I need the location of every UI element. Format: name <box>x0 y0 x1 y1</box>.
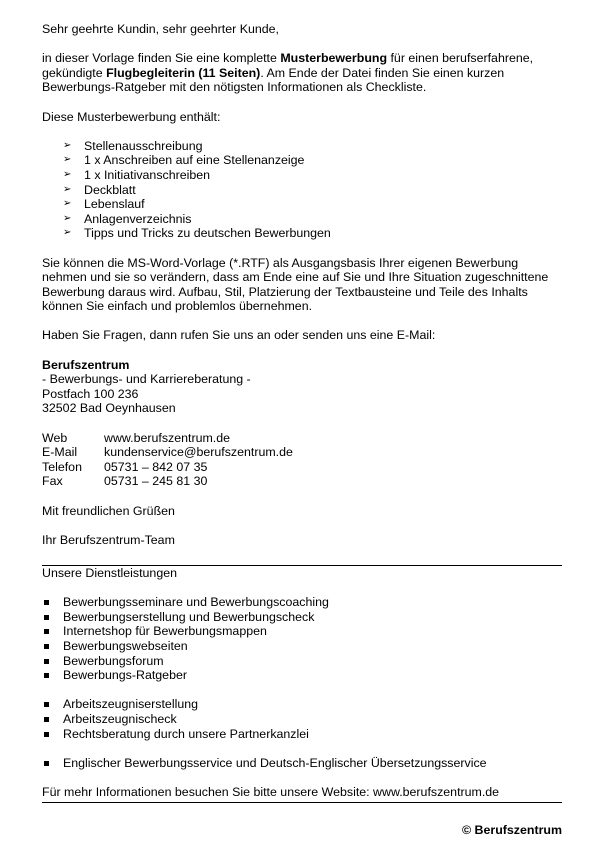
list-item: Bewerbungswebseiten <box>42 639 562 654</box>
list-item: ➢ Lebenslauf <box>63 197 145 212</box>
list-item: ➢ Deckblatt <box>63 182 136 197</box>
po-box: Postfach 100 236 <box>42 386 139 401</box>
questions-text: Haben Sie Fragen, dann rufen Sie uns an oder senden uns eine E-Mail: <box>42 328 436 343</box>
list-item: Arbeitszeugnischeck <box>42 712 562 727</box>
services-list-1 <box>42 595 562 683</box>
arrow-bullet-icon: ➢ <box>63 139 72 151</box>
square-bullet-icon <box>44 659 49 664</box>
list-item: Bewerbungsseminare und Bewerbungscoaching <box>42 595 562 610</box>
letter-page <box>42 22 562 803</box>
closing: Mit freundlichen Grüßen <box>42 503 175 518</box>
company-subtitle: - Bewerbungs- und Karriereberatung - <box>42 372 251 387</box>
contents-list <box>42 139 562 241</box>
arrow-bullet-icon: ➢ <box>63 198 72 210</box>
list-item: Arbeitszeugniserstellung <box>42 697 562 712</box>
intro-bold-1: Musterbewerbung <box>280 51 388 66</box>
list-item: ➢ 1 x Initiativanschreiben <box>63 167 211 182</box>
list-item: Bewerbungs-Ratgeber <box>42 668 562 683</box>
intro-text-3: . Am Ende der Datei finden Sie einen kurzen Bewerbungs-Ratgeber mit den nötigsten Informationen als Checkliste. <box>42 65 505 95</box>
list-item: Englischer Bewerbungsservice und Deutsch-Englischer Übersetzungsservice <box>42 756 562 771</box>
more-info-text: Für mehr Informationen besuchen Sie bitte unsere Website: www.berufszentrum.de <box>42 784 500 799</box>
services-list-2 <box>42 697 562 741</box>
email-link[interactable]: kundenservice@berufszentrum.de <box>104 445 293 460</box>
list-item: Rechtsberatung durch unsere Partnerkanzlei <box>42 727 562 742</box>
web-link[interactable]: www.berufszentrum.de <box>104 430 231 445</box>
company-name: Berufszentrum <box>42 357 130 372</box>
list-item: ➢ Anlagenverzeichnis <box>63 211 192 226</box>
list-item: ➢ Stellenausschreibung <box>63 138 203 153</box>
square-bullet-icon <box>44 761 49 766</box>
square-bullet-icon <box>44 732 49 737</box>
contents-heading: Diese Musterbewerbung enthält: <box>42 109 221 124</box>
contact-row-web: Web www.berufszentrum.de <box>42 430 231 445</box>
greeting: Sehr geehrte Kundin, sehr geehrter Kunde, <box>42 22 279 36</box>
services-heading: Unsere Dienstleistungen <box>42 565 177 580</box>
list-item: Bewerbungsforum <box>42 654 562 669</box>
intro-bold-2: Flugbegleiterin (11 Seiten) <box>106 65 261 80</box>
contact-row-fax: Fax 05731 – 245 81 30 <box>42 474 208 489</box>
phone-value: 05731 – 842 07 35 <box>104 459 208 474</box>
list-item: Bewerbungserstellung und Bewerbungscheck <box>42 610 562 625</box>
arrow-bullet-icon: ➢ <box>63 212 72 224</box>
square-bullet-icon <box>44 673 49 678</box>
contact-row-email: E-Mail kundenservice@berufszentrum.de <box>42 445 293 460</box>
arrow-bullet-icon: ➢ <box>63 168 72 180</box>
square-bullet-icon <box>44 644 49 649</box>
arrow-bullet-icon: ➢ <box>63 183 72 195</box>
intro-paragraph <box>42 51 562 95</box>
square-bullet-icon <box>44 629 49 634</box>
square-bullet-icon <box>44 600 49 605</box>
arrow-bullet-icon: ➢ <box>63 154 72 166</box>
intro-text-2: für einen berufserfahrene, gekündigte <box>42 51 534 80</box>
intro-text-1: in dieser Vorlage finden Sie eine komplette <box>42 51 281 66</box>
square-bullet-icon <box>44 702 49 707</box>
list-item: ➢ 1 x Anschreiben auf eine Stellenanzeige <box>63 153 305 168</box>
list-item: Internetshop für Bewerbungsmappen <box>42 624 562 639</box>
usage-paragraph: Sie können die MS-Word-Vorlage (*.RTF) als Ausgangsbasis Ihrer eigenen Bewerbung nehmen und sie so verändern, dass am Ende eine auf Sie und Ihre Situation zugeschnittene Bewerbung daraus wird. Aufbau, Stil, Platzierung der Textbausteine und Teile des Inhalts können Sie einfach und problemlos übernehmen. <box>42 255 549 314</box>
square-bullet-icon <box>44 717 49 722</box>
list-item: ➢ Tipps und Tricks zu deutschen Bewerbungen <box>63 226 331 241</box>
services-list-3 <box>42 756 562 771</box>
square-bullet-icon <box>44 615 49 620</box>
copyright-notice: © Berufszentrum <box>461 823 562 837</box>
signature: Ihr Berufszentrum-Team <box>42 532 175 547</box>
contact-row-phone: Telefon 05731 – 842 07 35 <box>42 459 208 474</box>
divider-bottom <box>42 802 562 803</box>
fax-value: 05731 – 245 81 30 <box>104 474 208 489</box>
city: 32502 Bad Oeynhausen <box>42 401 176 416</box>
arrow-bullet-icon: ➢ <box>63 227 72 239</box>
contact-table <box>42 431 562 489</box>
